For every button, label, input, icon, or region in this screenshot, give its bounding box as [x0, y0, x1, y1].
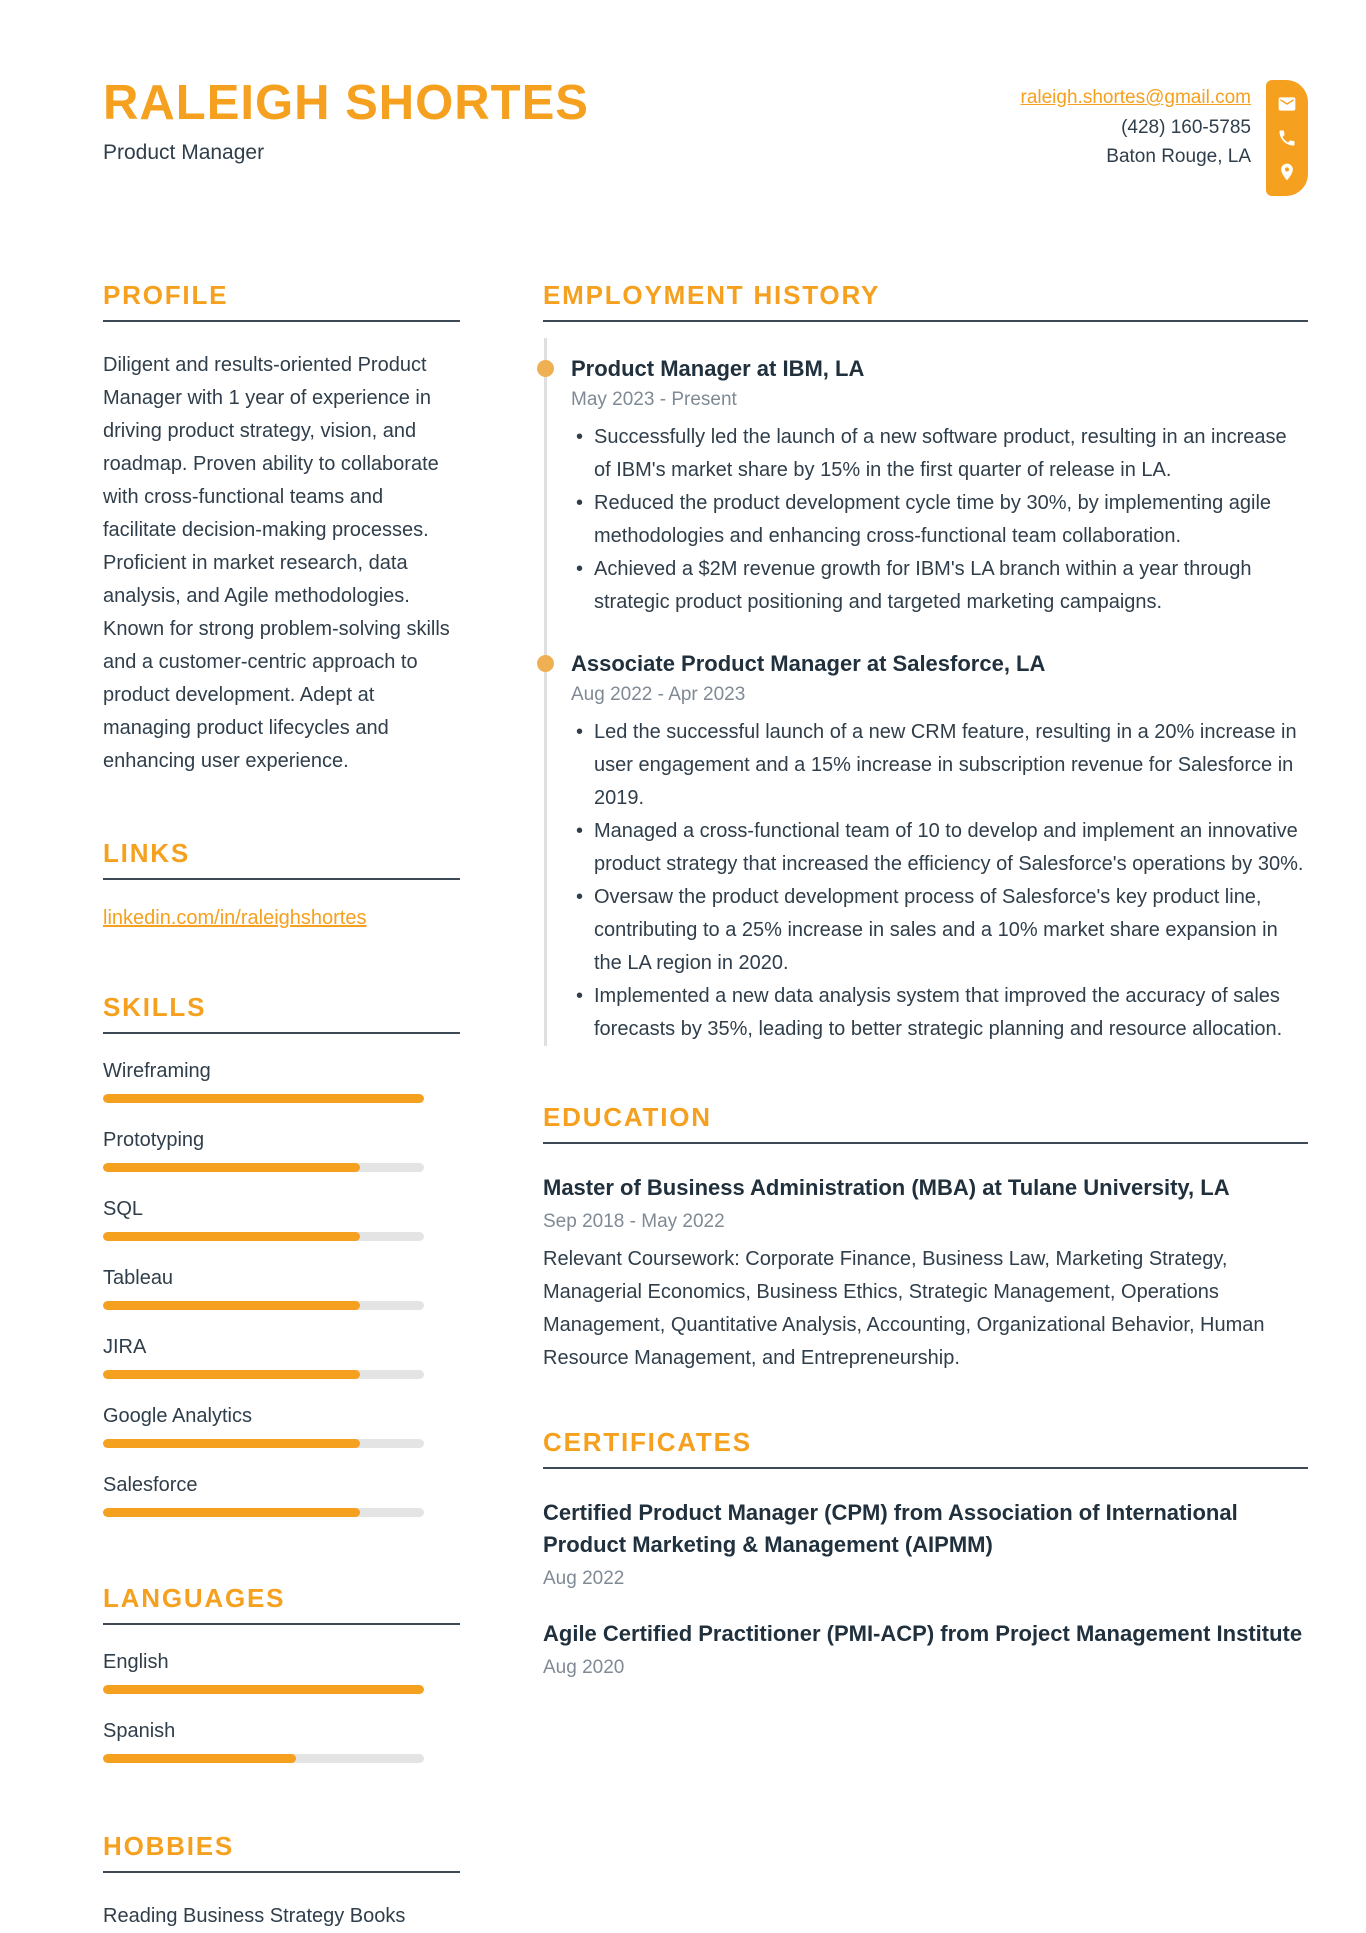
skill-item [103, 1405, 460, 1448]
language-item [103, 1651, 460, 1694]
section-links [103, 838, 460, 930]
languages-heading: LANGUAGES [103, 1583, 286, 1613]
language-item [103, 1720, 460, 1763]
skill-bar [103, 1163, 424, 1172]
certificate-date: Aug 2020 [543, 1657, 625, 1678]
profile-text: Diligent and results-oriented Product Manager with 1 year of experience in driving product strategy, vision, and roadmap. Proven ability to collaborate with cross-functional teams and facilitate decision-making processes. Proficient in market research, data analysis, and Agile methodologies. Known for strong problem-solving skills and a customer-centric approach to product development. Adept at managing product lifecycles and enhancing user experience. [103, 354, 450, 772]
contact-location: Baton Rouge, LA [1106, 146, 1251, 167]
skill-item [103, 1060, 460, 1103]
skill-bar-fill [103, 1301, 360, 1310]
skills-heading: SKILLS [103, 992, 207, 1022]
contact-lines [1021, 80, 1252, 196]
skill-bar [103, 1508, 424, 1517]
skill-bar [103, 1301, 424, 1310]
language-bar-fill [103, 1685, 424, 1694]
timeline-dot [537, 360, 554, 377]
employment-heading: EMPLOYMENT HISTORY [543, 280, 881, 310]
identity-block [103, 78, 589, 165]
language-bar-fill [103, 1754, 296, 1763]
skill-item [103, 1474, 460, 1517]
section-divider [543, 320, 1308, 322]
skill-bar-fill [103, 1232, 360, 1241]
section-divider [103, 1871, 460, 1873]
section-divider [543, 1142, 1308, 1144]
certificate-date: Aug 2022 [543, 1568, 625, 1589]
bullet-item: • Managed a cross-functional team of 10 to develop and implement an innovative product strategy that increased the efficiency of Salesforce's operations by 30%. [571, 815, 1308, 881]
skill-item [103, 1336, 460, 1379]
location-pin-icon [1277, 162, 1297, 182]
person-name: RALEIGH SHORTES [103, 76, 589, 130]
skill-bar-fill [103, 1094, 424, 1103]
certificate-entry [543, 1497, 1308, 1590]
main-content [103, 280, 1308, 1933]
bullet-item: • Led the successful launch of a new CRM feature, resulting in a 20% increase in user engagement and a 15% increase in subscription revenue for Salesforce in 2019. [571, 716, 1308, 815]
header [103, 78, 1308, 196]
profile-heading: PROFILE [103, 280, 229, 310]
person-job-title: Product Manager [103, 141, 265, 165]
skill-bar [103, 1370, 424, 1379]
skill-bar [103, 1439, 424, 1448]
skill-bar-fill [103, 1163, 360, 1172]
skill-bar [103, 1094, 424, 1103]
education-heading: EDUCATION [543, 1102, 712, 1132]
job-date: Aug 2022 - Apr 2023 [571, 684, 746, 705]
section-profile [103, 280, 460, 778]
education-date: Sep 2018 - May 2022 [543, 1211, 725, 1232]
skill-name: Prototyping [103, 1129, 205, 1151]
language-bar [103, 1685, 424, 1694]
job-entry [571, 338, 1308, 619]
section-certificates [543, 1427, 1308, 1679]
section-hobbies [103, 1831, 460, 1933]
hobby-text: Reading Business Strategy Books [103, 1905, 406, 1927]
language-name: Spanish [103, 1720, 176, 1742]
section-employment [543, 280, 1308, 1046]
job-entry [571, 633, 1308, 1046]
section-divider [103, 1623, 460, 1625]
email-link[interactable]: raleigh.shortes@gmail.com [1020, 87, 1251, 108]
phone-icon [1277, 128, 1297, 148]
section-languages [103, 1583, 460, 1763]
skill-bar-fill [103, 1508, 360, 1517]
section-divider [103, 320, 460, 322]
skill-item [103, 1267, 460, 1310]
skill-bar-fill [103, 1370, 360, 1379]
skill-item [103, 1129, 460, 1172]
contact-card [1021, 80, 1309, 196]
hobbies-heading: HOBBIES [103, 1831, 235, 1861]
contact-icon-tab [1266, 80, 1308, 196]
skill-name: JIRA [103, 1336, 147, 1358]
education-entry [543, 1172, 1308, 1375]
left-column [103, 280, 460, 1933]
skill-bar-fill [103, 1439, 360, 1448]
contact-phone: (428) 160-5785 [1121, 116, 1251, 138]
job-bullets [571, 716, 1308, 1046]
timeline-dot [537, 655, 554, 672]
skill-bar [103, 1232, 424, 1241]
section-divider [103, 1032, 460, 1034]
bullet-item: • Successfully led the launch of a new software product, resulting in an increase of IBM's market share by 15% in the first quarter of release in LA. [571, 421, 1308, 487]
skill-name: SQL [103, 1198, 144, 1220]
linkedin-link[interactable]: linkedin.com/in/raleighshortes [103, 907, 367, 929]
education-description: Relevant Coursework: Corporate Finance, Business Law, Marketing Strategy, Managerial Economics, Business Ethics, Strategic Management, Operations Management, Quantitative Analysis, Accounting, Organizational Behavior, Human Resource Management, and Entrepreneurship. [543, 1248, 1265, 1369]
links-heading: LINKS [103, 838, 190, 868]
bullet-item: • Implemented a new data analysis system that improved the accuracy of sales forecasts by 35%, leading to better strategic planning and resource allocation. [571, 980, 1308, 1046]
language-name: English [103, 1651, 169, 1673]
job-title: Associate Product Manager at Salesforce, LA [571, 651, 1046, 676]
language-bar [103, 1754, 424, 1763]
certificate-entry [543, 1618, 1308, 1679]
employment-timeline [544, 338, 1308, 1046]
contact-email-row [1021, 83, 1252, 113]
skill-name: Tableau [103, 1267, 174, 1289]
education-title: Master of Business Administration (MBA) at Tulane University, LA [543, 1175, 1230, 1200]
section-divider [103, 878, 460, 880]
mail-icon [1277, 94, 1297, 114]
certificate-title: Certified Product Manager (CPM) from Association of International Product Marketing & Management (AIPMM) [543, 1500, 1238, 1557]
skill-name: Salesforce [103, 1474, 198, 1496]
right-column [543, 280, 1308, 1933]
job-bullets [571, 421, 1308, 619]
section-education [543, 1102, 1308, 1375]
job-title: Product Manager at IBM, LA [571, 356, 865, 381]
certificates-heading: CERTIFICATES [543, 1427, 752, 1457]
skill-name: Wireframing [103, 1060, 211, 1082]
skill-item [103, 1198, 460, 1241]
section-skills [103, 992, 460, 1517]
bullet-item: • Reduced the product development cycle time by 30%, by implementing agile methodologies and enhancing cross-functional team collaboration. [571, 487, 1308, 553]
bullet-item: • Achieved a $2M revenue growth for IBM's LA branch within a year through strategic product positioning and targeted marketing campaigns. [571, 553, 1308, 619]
section-divider [543, 1467, 1308, 1469]
certificate-title: Agile Certified Practitioner (PMI-ACP) from Project Management Institute [543, 1621, 1303, 1646]
skill-name: Google Analytics [103, 1405, 252, 1427]
bullet-item: • Oversaw the product development process of Salesforce's key product line, contributing to a 25% increase in sales and a 10% market share expansion in the LA region in 2020. [571, 881, 1308, 980]
job-date: May 2023 - Present [571, 389, 737, 410]
